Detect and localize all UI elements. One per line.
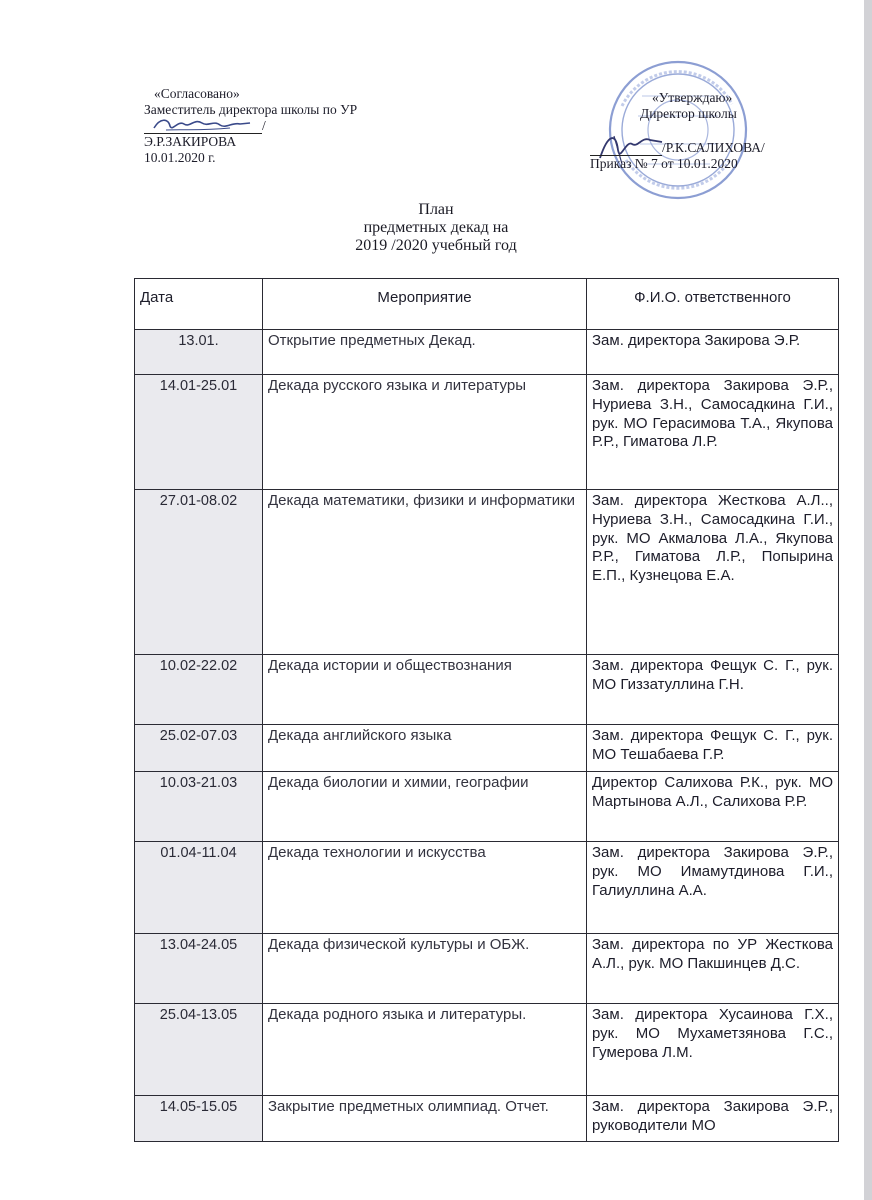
table-row [135,842,839,934]
row-event: Декада английского языка [263,725,587,772]
approved-position: Директор школы [640,106,737,121]
title-line-2: предметных декад на [363,219,509,236]
agreed-signature-line [144,118,357,134]
table-row [135,490,839,655]
handwritten-signature-icon [150,114,260,136]
table-row [135,725,839,772]
row-date: 10.03-21.03 [135,772,263,842]
row-responsible: Зам. директора Закирова Э.Р., Нуриева З.Н., Самосадкина Г.И., рук. МО Герасимова Т.А., Якупова Р.Р., Гиматова Л.Р. [587,375,839,490]
row-event: Декада русского языка и литературы [263,375,587,490]
row-date: 27.01-08.02 [135,490,263,655]
row-date: 10.02-22.02 [135,655,263,725]
table-row [135,375,839,490]
agreed-name: Э.Р.ЗАКИРОВА [144,134,237,149]
row-event: Декада технологии и искусства [263,842,587,934]
row-event: Декада физической культуры и ОБЖ. [263,934,587,1004]
row-event: Открытие предметных Декад. [263,330,587,375]
page-edge-shadow [864,0,872,1200]
header-date: Дата [135,279,263,330]
approved-name-line [590,122,790,156]
director-signature-line [590,143,662,156]
table-row [135,934,839,1004]
approved-order: Приказ № 7 от 10.01.2020 [590,156,738,171]
table-row [135,330,839,375]
row-responsible: Зам. директора Закирова Э.Р., рук. МО Имамутдинова Г.И., Галиуллина А.А. [587,842,839,934]
signature-suffix: / [262,118,266,133]
row-responsible: Директор Салихова Р.К., рук. МО Мартынова А.Л., Салихова Р.Р. [587,772,839,842]
signature-line [144,120,262,134]
row-responsible: Зам. директора Фещук С. Г., рук. МО Гиззатуллина Г.Н. [587,655,839,725]
approval-block-agreed [144,86,357,166]
title-line-3: 2019 /2020 учебный год [355,237,517,254]
row-event: Декада математики, физики и информатики [263,490,587,655]
table-row [135,772,839,842]
row-responsible: Зам. директора Фещук С. Г., рук. МО Тешабаева Г.Р. [587,725,839,772]
row-responsible: Зам. директора Жесткова А.Л.., Нуриева З.Н., Самосадкина Г.И., рук. МО Акмалова Л.А., Якупова Р.Р., Гиматова Л.Р., Попырина Е.П., Кузнецова Е.А. [587,490,839,655]
approved-name: /Р.К.САЛИХОВА/ [662,140,765,155]
approved-heading: «Утверждаю» [652,90,733,105]
row-date: 13.04-24.05 [135,934,263,1004]
row-date: 13.01. [135,330,263,375]
document-title [0,201,872,255]
row-event: Закрытие предметных олимпиад. Отчет. [263,1096,587,1142]
agreed-position: Заместитель директора школы по УР [144,102,358,117]
row-event: Декада биологии и химии, географии [263,772,587,842]
agreed-date: 10.01.2020 г. [144,150,216,165]
header-responsible: Ф.И.О. ответственного [587,279,839,330]
row-date: 14.05-15.05 [135,1096,263,1142]
row-date: 25.02-07.03 [135,725,263,772]
row-event: Декада истории и обществознания [263,655,587,725]
decades-plan-table [134,278,839,1142]
row-date: 01.04-11.04 [135,842,263,934]
table-row [135,1096,839,1142]
row-event: Декада родного языка и литературы. [263,1004,587,1096]
row-date: 14.01-25.01 [135,375,263,490]
row-responsible: Зам. директора по УР Жесткова А.Л., рук. МО Пакшинцев Д.С. [587,934,839,1004]
title-line-1: План [418,201,454,218]
table-row [135,655,839,725]
row-date: 25.04-13.05 [135,1004,263,1096]
header-event: Мероприятие [263,279,587,330]
table-row [135,1004,839,1096]
row-responsible: Зам. директора Закирова Э.Р. [587,330,839,375]
agreed-heading: «Согласовано» [154,86,240,101]
table-header-row [135,279,839,330]
row-responsible: Зам. директора Хусаинова Г.Х., рук. МО Мухаметзянова Г.С., Гумерова Л.М. [587,1004,839,1096]
row-responsible: Зам. директора Закирова Э.Р., руководители МО [587,1096,839,1142]
approval-block-approved [590,90,790,172]
